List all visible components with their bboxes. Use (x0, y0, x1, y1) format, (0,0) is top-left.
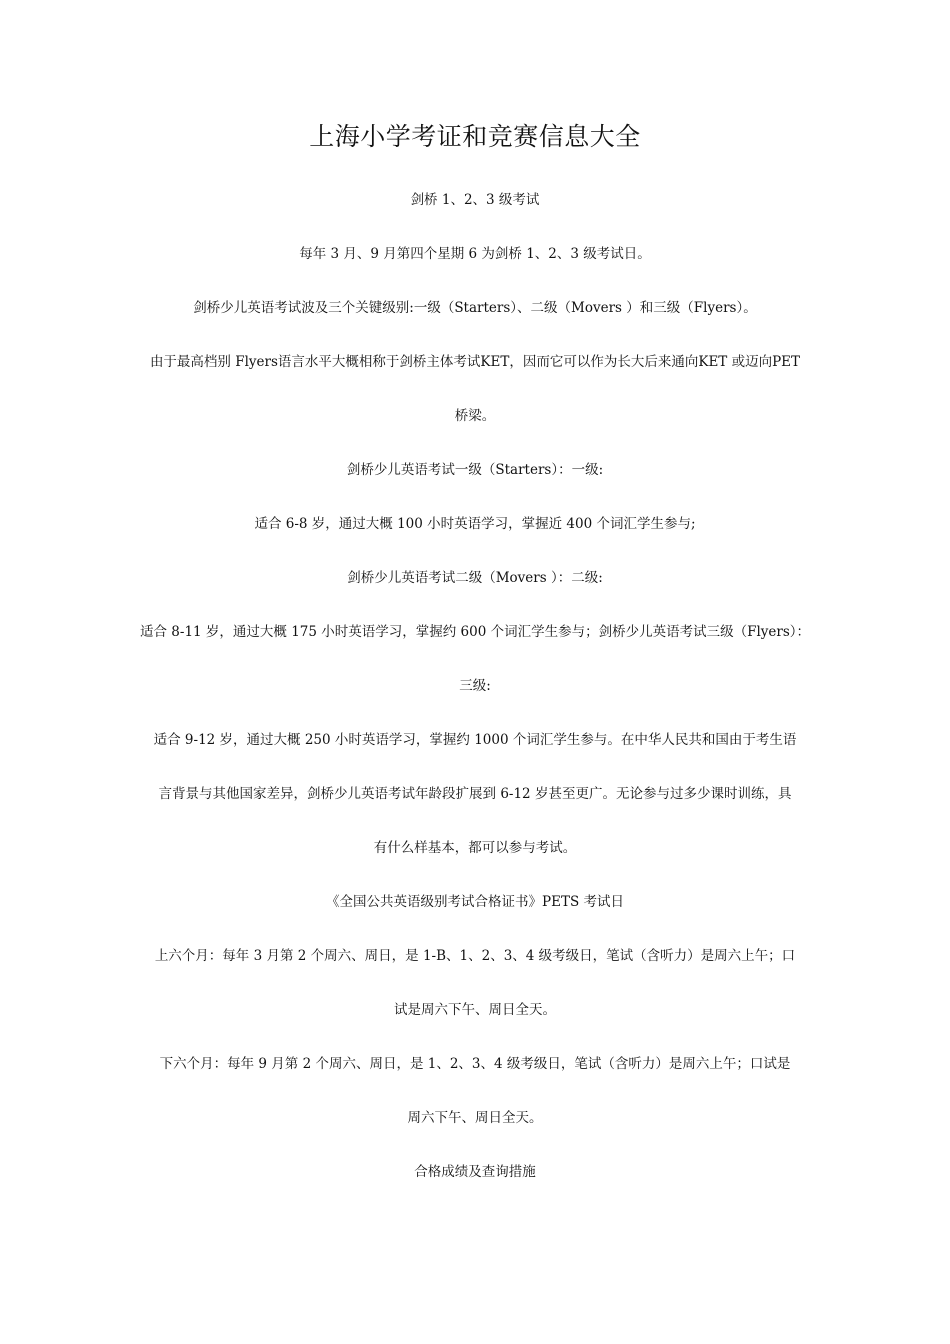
paragraph-line: 试是周六下午、周日全天。 (394, 1002, 556, 1018)
paragraph-line: 适合 6-8 岁，通过大概 100 小时英语学习，掌握近 400 个词汇学生参与; (254, 516, 696, 532)
paragraph-line: 三级: (459, 678, 491, 694)
paragraph-line: 剑桥少儿英语考试一级（Starters）：一级: (346, 462, 604, 478)
paragraph-line: 《全国公共英语级别考试合格证书》PETS 考试日 (326, 894, 624, 910)
paragraph-line: 桥梁。 (454, 408, 496, 424)
paragraph-line: 周六下午、周日全天。 (407, 1110, 543, 1126)
paragraph-line: 适合 8-11 岁，通过大概 175 小时英语学习，掌握约 600 个词汇学生参与；剑桥少儿英语考试三级（Flyers）： (140, 624, 811, 640)
paragraph-line: 每年 3 月、9 月第四个星期 6 为剑桥 1、2、3 级考试日。 (299, 246, 651, 262)
paragraph-line: 剑桥少儿英语考试波及三个关键级别:一级（Starters）、二级（Movers ）和三级（Flyers）。 (193, 300, 757, 316)
document-title: 上海小学考证和竞赛信息大全 (309, 122, 641, 151)
paragraph-line: 合格成绩及查询措施 (414, 1164, 536, 1180)
paragraph-line: 剑桥少儿英语考试二级（Movers ）：二级: (347, 570, 603, 586)
paragraph-line: 下六个月：每年 9 月第 2 个周六、周日，是 1、2、3、4 级考级日，笔试（含听力）是周六上午；口试是 (159, 1056, 791, 1072)
paragraph-line: 有什么样基本，都可以参与考试。 (373, 840, 577, 856)
paragraph-line: 适合 9-12 岁，通过大概 250 小时英语学习，掌握约 1000 个词汇学生参与。在中华人民共和国由于考生语 (153, 732, 797, 748)
paragraph-line: 上六个月：每年 3 月第 2 个周六、周日，是 1-B、1、2、3、4 级考级日，笔试（含听力）是周六上午；口 (154, 948, 796, 964)
paragraph-line: 由于最高档别 Flyers语言水平大概相称于剑桥主体考试KET，因而它可以作为长大后来通向KET 或迈向PET (149, 354, 801, 370)
paragraph-line: 言背景与其他国家差异，剑桥少儿英语考试年龄段扩展到 6-12 岁甚至更广。无论参与过多少课时训练，具 (158, 786, 792, 802)
paragraph-line: 剑桥 1、2、3 级考试 (410, 192, 540, 208)
